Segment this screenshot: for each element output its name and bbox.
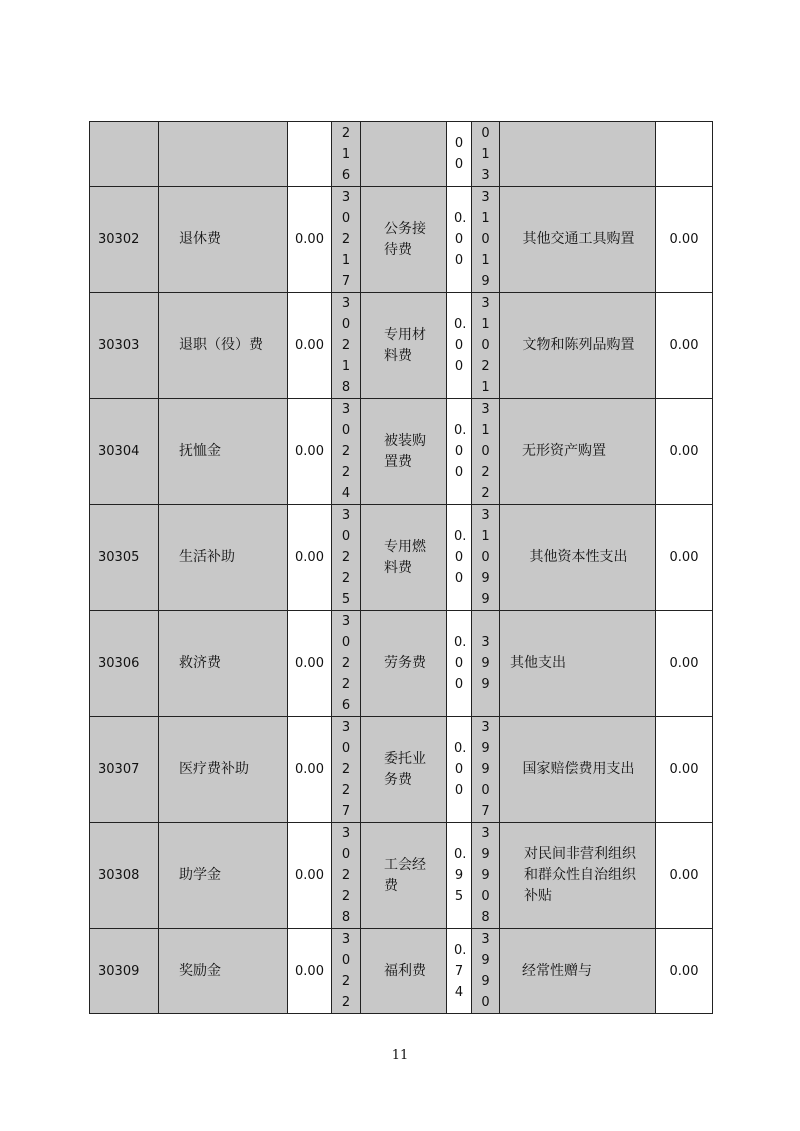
- amount-cell: [656, 122, 713, 187]
- item-name-cell: 抚恤金: [159, 399, 288, 505]
- amount-cell: 0.00: [656, 611, 713, 717]
- item-name-cell: 经常性赠与: [500, 929, 656, 1014]
- table-row: [90, 399, 713, 505]
- amount-cell: 0.00: [447, 717, 472, 823]
- amount-cell: 0.00: [656, 399, 713, 505]
- item-name-cell: 国家赔偿费用支出: [500, 717, 656, 823]
- item-name-cell: 其他交通工具购置: [500, 187, 656, 293]
- table-row: [90, 717, 713, 823]
- amount-cell: 0.00: [656, 293, 713, 399]
- item-name-cell: 救济费: [159, 611, 288, 717]
- amount-cell: 0.00: [447, 611, 472, 717]
- item-name-cell: 专用燃料费: [361, 505, 447, 611]
- amount-cell: 0.00: [288, 823, 332, 929]
- amount-cell: 0.00: [447, 293, 472, 399]
- economic-code-cell: 30227: [332, 717, 361, 823]
- table-row: [90, 505, 713, 611]
- item-name-cell: 奖励金: [159, 929, 288, 1014]
- economic-code-cell: 216: [332, 122, 361, 187]
- item-name-cell: 退职（役）费: [159, 293, 288, 399]
- page-number: 11: [391, 1048, 409, 1063]
- amount-cell: 0.00: [288, 505, 332, 611]
- economic-code-cell: 30218: [332, 293, 361, 399]
- economic-code-cell: 30309: [90, 929, 159, 1014]
- item-name-cell: [361, 122, 447, 187]
- amount-cell: 0.00: [288, 187, 332, 293]
- table-row: [90, 293, 713, 399]
- item-name-cell: 医疗费补助: [159, 717, 288, 823]
- economic-code-cell: 31019: [472, 187, 500, 293]
- economic-code-cell: 30303: [90, 293, 159, 399]
- economic-code-cell: 30225: [332, 505, 361, 611]
- item-name-cell: 公务接待费: [361, 187, 447, 293]
- economic-code-cell: 30308: [90, 823, 159, 929]
- table-row: [90, 929, 713, 1014]
- economic-code-cell: [90, 122, 159, 187]
- amount-cell: 0.95: [447, 823, 472, 929]
- amount-cell: 0.00: [656, 505, 713, 611]
- economic-code-cell: 31022: [472, 399, 500, 505]
- item-name-cell: 无形资产购置: [500, 399, 656, 505]
- amount-cell: 0.00: [447, 505, 472, 611]
- item-name-cell: 退休费: [159, 187, 288, 293]
- item-name-cell: [500, 122, 656, 187]
- amount-cell: [288, 122, 332, 187]
- item-name-cell: 对民间非营利组织和群众性自治组织补贴: [500, 823, 656, 929]
- item-name-cell: 委托业务费: [361, 717, 447, 823]
- item-name-cell: 生活补助: [159, 505, 288, 611]
- amount-cell: 0.00: [288, 611, 332, 717]
- amount-cell: 0.00: [656, 717, 713, 823]
- amount-cell: 0.00: [288, 929, 332, 1014]
- economic-code-cell: 30224: [332, 399, 361, 505]
- amount-cell: 0.00: [447, 187, 472, 293]
- economic-code-cell: 39908: [472, 823, 500, 929]
- economic-code-cell: 30306: [90, 611, 159, 717]
- item-name-cell: 助学金: [159, 823, 288, 929]
- table-row: [90, 187, 713, 293]
- amount-cell: 0.00: [288, 399, 332, 505]
- amount-cell: 0.00: [656, 929, 713, 1014]
- economic-code-cell: 30307: [90, 717, 159, 823]
- item-name-cell: 被装购置费: [361, 399, 447, 505]
- amount-cell: 00: [447, 122, 472, 187]
- economic-code-cell: 30228: [332, 823, 361, 929]
- table-row: [90, 611, 713, 717]
- economic-code-cell: 30304: [90, 399, 159, 505]
- table-row: [90, 122, 713, 187]
- item-name-cell: 专用材料费: [361, 293, 447, 399]
- item-name-cell: 劳务费: [361, 611, 447, 717]
- item-name-cell: 福利费: [361, 929, 447, 1014]
- economic-code-cell: 3990: [472, 929, 500, 1014]
- economic-code-cell: 399: [472, 611, 500, 717]
- economic-code-cell: 30217: [332, 187, 361, 293]
- economic-code-cell: 39907: [472, 717, 500, 823]
- economic-code-cell: 30226: [332, 611, 361, 717]
- item-name-cell: 其他支出: [500, 611, 656, 717]
- amount-cell: 0.00: [288, 717, 332, 823]
- economic-code-cell: 31099: [472, 505, 500, 611]
- amount-cell: 0.00: [656, 187, 713, 293]
- amount-cell: 0.00: [656, 823, 713, 929]
- economic-code-cell: 013: [472, 122, 500, 187]
- economic-code-cell: 31021: [472, 293, 500, 399]
- economic-code-cell: 30302: [90, 187, 159, 293]
- economic-code-cell: 30305: [90, 505, 159, 611]
- economic-code-cell: 3022: [332, 929, 361, 1014]
- item-name-cell: 其他资本性支出: [500, 505, 656, 611]
- amount-cell: 0.00: [447, 399, 472, 505]
- table-row: [90, 823, 713, 929]
- item-name-cell: 工会经费: [361, 823, 447, 929]
- amount-cell: 0.00: [288, 293, 332, 399]
- item-name-cell: 文物和陈列品购置: [500, 293, 656, 399]
- amount-cell: 0.74: [447, 929, 472, 1014]
- budget-table: [89, 121, 713, 1014]
- item-name-cell: [159, 122, 288, 187]
